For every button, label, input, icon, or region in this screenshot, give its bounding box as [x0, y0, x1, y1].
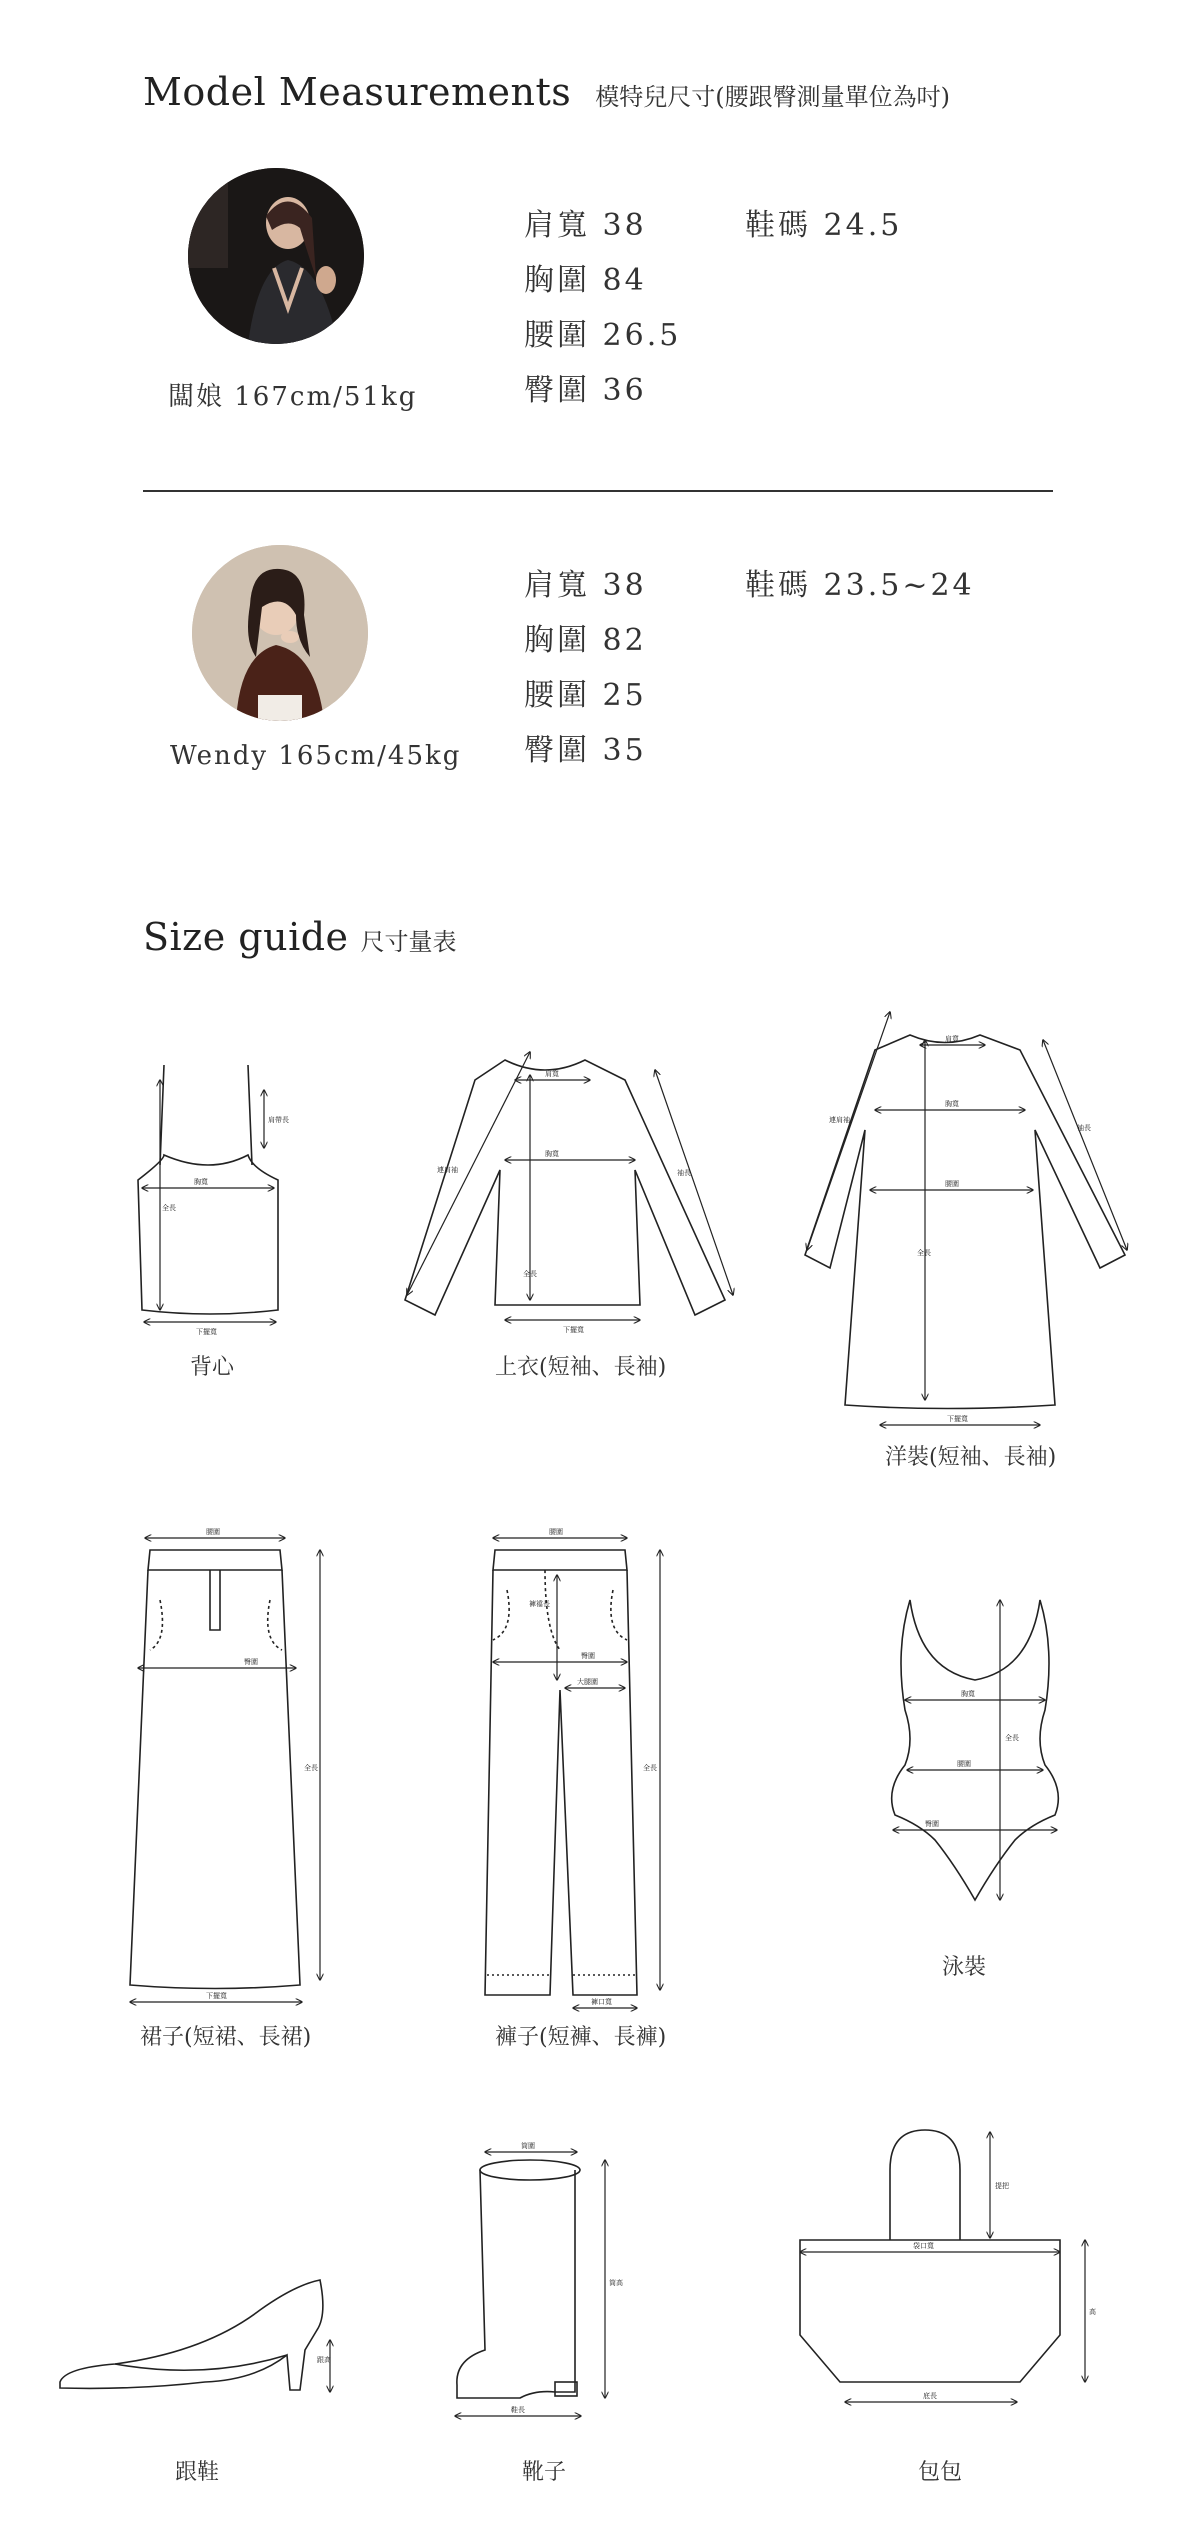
- boot-opening-label: 筒圍: [521, 2142, 535, 2150]
- size-guide-subtitle: 尺寸量表: [360, 928, 457, 956]
- dress-waist-label: 腰圍: [945, 1180, 959, 1188]
- model-avatar-2: [192, 545, 368, 721]
- pants-opening-label: 褲口寬: [591, 1998, 612, 2006]
- pants-hip-label: 臀圍: [581, 1652, 595, 1660]
- top-length-label: 全長: [523, 1270, 537, 1278]
- swim-hip-label: 臀圍: [925, 1820, 939, 1828]
- size-guide-heading: [143, 915, 457, 959]
- skirt-length-label: 全長: [304, 1764, 318, 1772]
- bag-height-label: 高: [1089, 2308, 1096, 2316]
- dress-chest-label: 胸寬: [945, 1100, 959, 1108]
- swim-waist-label: 腰圍: [957, 1760, 971, 1768]
- model-avatar-1: [188, 168, 364, 344]
- size-guide-title: Size guide: [143, 915, 349, 959]
- swimsuit-label: 泳裝: [942, 1955, 987, 1980]
- model-caption-1: 闆娘 167cm/51kg: [168, 382, 418, 412]
- vest-label: 背心: [190, 1355, 235, 1380]
- pants-rise-label: 褲襠長: [529, 1600, 550, 1608]
- vest-chest-label: 胸寬: [194, 1178, 208, 1186]
- pants-diagram: [465, 1520, 685, 2010]
- section-title: Model Measurements: [143, 70, 572, 114]
- model-2-hip: 臀圍 35: [524, 733, 647, 768]
- vest-strap-label: 肩帶長: [268, 1116, 289, 1124]
- divider: [143, 490, 1053, 492]
- model-2-chest: 胸圍 82: [524, 623, 647, 658]
- model-measurements-heading: [143, 70, 950, 114]
- bag-bottom-label: 底長: [923, 2392, 937, 2400]
- skirt-hip-label: 臀圍: [244, 1658, 258, 1666]
- pants-length-label: 全長: [643, 1764, 657, 1772]
- model-1-shoulder: 肩寬 38: [524, 208, 647, 243]
- top-raglan-label: 連肩袖: [437, 1166, 458, 1174]
- swim-length-label: 全長: [1005, 1734, 1019, 1742]
- top-label: 上衣(短袖、長袖): [495, 1355, 667, 1380]
- skirt-label: 裙子(短裙、長裙): [140, 2025, 312, 2050]
- model-1-hip: 臀圍 36: [524, 373, 647, 408]
- model-2-waist: 腰圍 25: [524, 678, 647, 713]
- model-photo-1: [188, 168, 364, 344]
- dress-length-label: 全長: [917, 1249, 931, 1257]
- heels-diagram: [55, 2260, 355, 2400]
- skirt-diagram: [120, 1520, 340, 2010]
- bag-diagram: [785, 2120, 1105, 2430]
- swim-chest-label: 胸寬: [961, 1690, 975, 1698]
- top-hem-label: 下擺寬: [563, 1326, 584, 1334]
- boot-shaft-label: 筒高: [609, 2279, 623, 2287]
- top-sleeve-label: 袖長: [677, 1169, 691, 1177]
- model-2-shoe: 鞋碼 23.5~24: [745, 568, 975, 603]
- skirt-hem-label: 下擺寬: [206, 1992, 227, 2000]
- dress-raglan-label: 連肩袖: [829, 1116, 850, 1124]
- pants-label: 褲子(短褲、長褲): [495, 2025, 667, 2050]
- dress-label: 洋裝(短袖、長袖): [885, 1445, 1057, 1470]
- bag-label: 包包: [918, 2460, 963, 2485]
- model-caption-2: Wendy 165cm/45kg: [170, 741, 462, 771]
- bag-opening-label: 袋口寬: [913, 2242, 934, 2250]
- dress-shoulder-label: 肩寬: [945, 1035, 959, 1043]
- boots-diagram: [445, 2120, 665, 2440]
- heel-height-label: 跟高: [317, 2356, 331, 2364]
- dress-diagram: [795, 1000, 1135, 1430]
- pants-waist-label: 腰圍: [549, 1528, 563, 1536]
- vest-length-label: 全長: [162, 1204, 176, 1212]
- section-subtitle: 模特兒尺寸(腰跟臀測量單位為吋): [595, 83, 951, 111]
- model-1-waist: 腰圍 26.5: [524, 318, 682, 353]
- bag-handle-label: 提把: [995, 2182, 1009, 2190]
- vest-diagram: [130, 1060, 290, 1340]
- model-2-shoulder: 肩寬 38: [524, 568, 647, 603]
- heels-label: 跟鞋: [175, 2460, 220, 2485]
- boot-sole-label: 鞋長: [511, 2406, 525, 2414]
- dress-sleeve-label: 袖長: [1077, 1124, 1091, 1132]
- skirt-waist-label: 腰圍: [206, 1528, 220, 1536]
- model-1-shoe: 鞋碼 24.5: [745, 208, 903, 243]
- model-1-chest: 胸圍 84: [524, 263, 647, 298]
- top-shoulder-label: 肩寬: [545, 1070, 559, 1078]
- boots-label: 靴子: [522, 2460, 567, 2485]
- top-chest-label: 胸寬: [545, 1150, 559, 1158]
- swimsuit-diagram: [865, 1590, 1085, 1930]
- pants-thigh-label: 大腿圍: [577, 1678, 598, 1686]
- top-diagram: [395, 1040, 735, 1334]
- dress-hem-label: 下擺寬: [947, 1415, 968, 1423]
- vest-hem-label: 下擺寬: [196, 1328, 217, 1336]
- model-photo-2: [192, 545, 368, 721]
